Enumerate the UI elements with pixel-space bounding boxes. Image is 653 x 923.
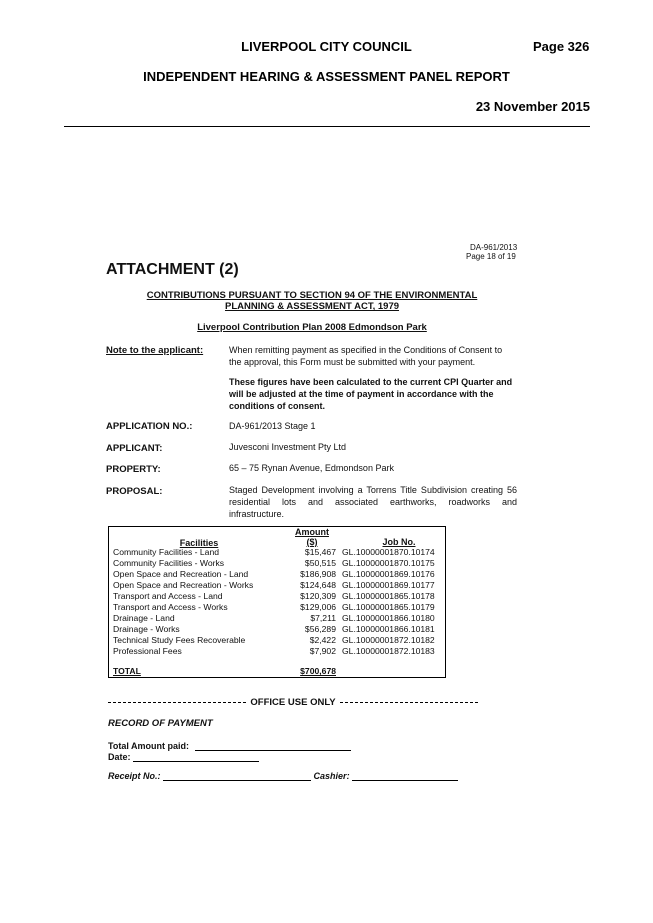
table-row — [109, 613, 447, 624]
receipt-row — [108, 771, 458, 781]
amount-cell: $7,902 — [309, 646, 336, 656]
total-label: TOTAL — [113, 666, 141, 676]
council-name: LIVERPOOL CITY COUNCIL — [241, 39, 412, 54]
application-no-value: DA-961/2013 Stage 1 — [229, 421, 316, 431]
table-row — [109, 591, 447, 602]
amount-cell: $124,648 — [300, 580, 336, 590]
office-use-dash-left — [108, 702, 246, 703]
note-text: When remitting payment as specified in the Conditions of Consent to the approval, this Form must be submitted with your payment. — [229, 345, 503, 367]
job-cell: GL.10000001869.10177 — [342, 580, 435, 590]
page-number: Page 326 — [533, 39, 590, 54]
table-row — [109, 624, 447, 635]
report-date: 23 November 2015 — [475, 99, 590, 114]
receipt-label: Receipt No.: — [108, 771, 161, 781]
table-row — [109, 547, 447, 558]
total-paid-row — [108, 741, 351, 751]
table-row — [109, 580, 447, 591]
amount-header-line2: ($) — [306, 537, 318, 547]
table-row — [109, 569, 447, 580]
facility-cell: Transport and Access - Works — [113, 602, 228, 612]
table-row — [109, 646, 447, 657]
header-rule — [64, 126, 590, 127]
facility-cell: Open Space and Recreation - Land — [113, 569, 249, 579]
date-line[interactable] — [133, 761, 259, 762]
job-cell: GL.10000001869.10176 — [342, 569, 435, 579]
report-title: INDEPENDENT HEARING & ASSESSMENT PANEL REPORT — [143, 69, 510, 84]
note-bold-text: These figures have been calculated to the current CPI Quarter and will be adjusted at the time of payment in accordance with the conditions of consent. — [229, 377, 513, 411]
doc-reference: DA-961/2013 — [470, 243, 518, 252]
job-cell: GL.10000001870.10174 — [342, 547, 435, 557]
applicant-label: APPLICANT: — [106, 443, 163, 454]
facility-cell: Open Space and Recreation - Works — [113, 580, 254, 590]
table-row — [109, 602, 447, 613]
total-amount: $700,678 — [300, 666, 336, 676]
facility-cell: Drainage - Works — [113, 624, 180, 634]
application-no-label: APPLICATION NO.: — [106, 421, 193, 432]
contributions-table — [108, 526, 446, 678]
proposal-value: Staged Development involving a Torrens Title Subdivision creating 56 residential lots and associated earthworks, roadworks and infrastructure. — [229, 485, 517, 519]
receipt-line[interactable] — [163, 780, 311, 781]
date-row — [108, 752, 259, 762]
facility-cell: Community Facilities - Land — [113, 547, 220, 557]
applicant-value: Juvesconi Investment Pty Ltd — [229, 442, 347, 452]
cashier-label: Cashier: — [313, 771, 350, 781]
amount-cell: $186,908 — [300, 569, 336, 579]
office-use-divider — [108, 697, 478, 708]
amount-cell: $15,467 — [304, 547, 336, 557]
note-label: Note to the applicant: — [106, 345, 204, 356]
job-cell: GL.10000001865.10178 — [342, 591, 435, 601]
amount-cell: $56,289 — [304, 624, 336, 634]
title-line-1: CONTRIBUTIONS PURSUANT TO SECTION 94 OF THE ENVIRONMENTAL — [146, 290, 478, 301]
facilities-header: Facilities — [179, 538, 219, 548]
job-cell: GL.10000001865.10179 — [342, 602, 435, 612]
total-paid-label: Total Amount paid: — [108, 741, 189, 751]
amount-cell: $2,422 — [309, 635, 336, 645]
job-cell: GL.10000001866.10181 — [342, 624, 435, 634]
office-use-dash-right — [340, 702, 478, 703]
property-value: 65 – 75 Rynan Avenue, Edmondson Park — [229, 463, 394, 473]
total-row — [109, 666, 447, 677]
table-row — [109, 635, 447, 646]
job-cell: GL.10000001872.10182 — [342, 635, 435, 645]
contribution-plan: Liverpool Contribution Plan 2008 Edmondson Park — [197, 322, 427, 333]
amount-cell: $7,211 — [310, 613, 336, 623]
facility-cell: Transport and Access - Land — [113, 591, 223, 601]
total-paid-line[interactable] — [195, 750, 351, 751]
facility-cell: Technical Study Fees Recoverable — [113, 635, 246, 645]
property-label: PROPERTY: — [106, 464, 161, 475]
facility-cell: Professional Fees — [113, 646, 182, 656]
amount-cell: $120,309 — [300, 591, 336, 601]
job-header: Job No. — [382, 537, 416, 547]
office-use-label: OFFICE USE ONLY — [250, 697, 336, 708]
cashier-line[interactable] — [352, 780, 458, 781]
job-cell: GL.10000001866.10180 — [342, 613, 435, 623]
proposal-label: PROPOSAL: — [106, 486, 163, 497]
date-label: Date: — [108, 752, 131, 762]
amount-cell: $50,515 — [304, 558, 336, 568]
title-line-2: PLANNING & ASSESSMENT ACT, 1979 — [224, 301, 400, 312]
job-cell: GL.10000001872.10183 — [342, 646, 435, 656]
amount-cell: $129,006 — [300, 602, 336, 612]
table-row — [109, 558, 447, 569]
doc-page-of: Page 18 of 19 — [466, 252, 516, 261]
amount-header-line1: Amount — [295, 527, 329, 537]
attachment-heading: ATTACHMENT (2) — [106, 261, 239, 278]
contributions-title — [106, 290, 518, 312]
job-cell: GL.10000001870.10175 — [342, 558, 435, 568]
record-of-payment: RECORD OF PAYMENT — [108, 718, 213, 729]
facility-cell: Drainage - Land — [113, 613, 175, 623]
facility-cell: Community Facilities - Works — [113, 558, 225, 568]
